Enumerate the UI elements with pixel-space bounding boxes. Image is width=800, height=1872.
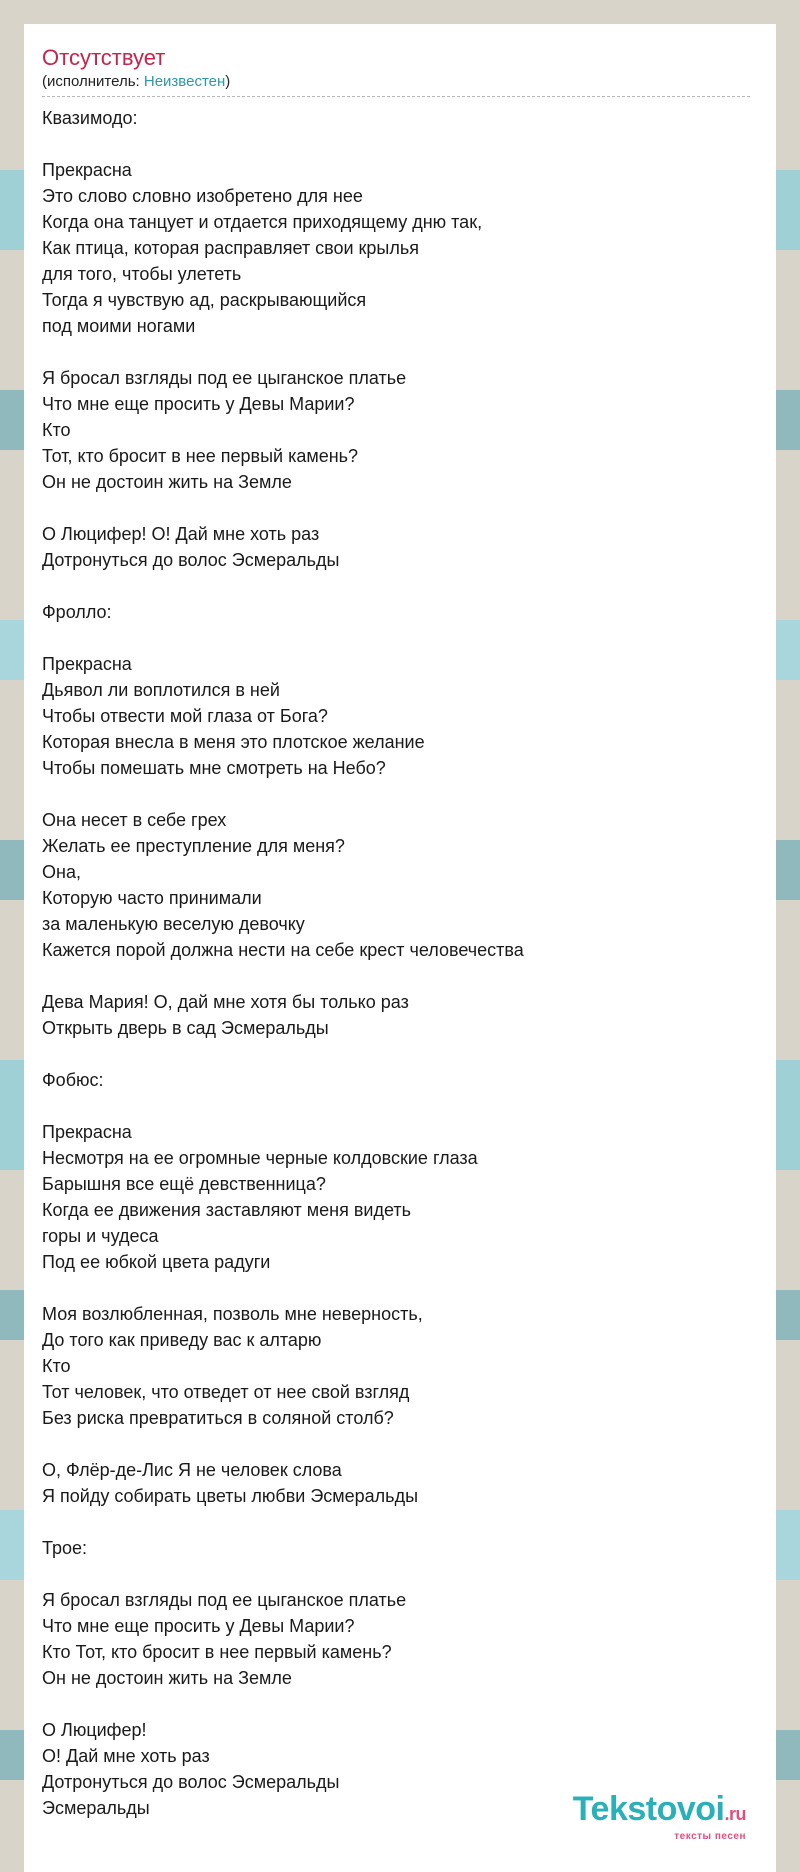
site-logo[interactable] <box>573 1792 746 1842</box>
lyric-line <box>42 1041 758 1067</box>
lyric-line: Что мне еще просить у Девы Марии? <box>42 1616 355 1636</box>
lyric-line: Она, <box>42 862 81 882</box>
lyric-line: для того, чтобы улететь <box>42 264 242 284</box>
lyric-line: Она несет в себе грех <box>42 810 227 830</box>
lyric-line: Как птица, которая расправляет свои крылья <box>42 238 419 258</box>
lyric-line: Дева Мария! О, дай мне хотя бы только раз <box>42 992 409 1012</box>
lyric-line: под моими ногами <box>42 316 196 336</box>
logo-tagline: тексты песен <box>674 1831 746 1842</box>
lyric-line: Несмотря на ее огромные черные колдовские глаза <box>42 1148 478 1168</box>
lyric-line: Желать ее преступление для меня? <box>42 836 345 856</box>
lyric-line: Тот, кто бросит в нее первый камень? <box>42 446 359 466</box>
logo-wordmark <box>573 1792 746 1831</box>
lyric-line <box>42 1093 758 1119</box>
lyric-line: горы и чудеса <box>42 1226 159 1246</box>
lyric-line: Прекрасна <box>42 160 132 180</box>
lyric-line: Я пойду собирать цветы любви Эсмеральды <box>42 1486 419 1506</box>
lyric-line: Когда ее движения заставляют меня видеть <box>42 1200 411 1220</box>
lyric-line: Которую часто принимали <box>42 888 262 908</box>
lyric-line: Что мне еще просить у Девы Марии? <box>42 394 355 414</box>
lyric-line: Кто <box>42 1356 71 1376</box>
lyric-line: До того как приведу вас к алтарю <box>42 1330 322 1350</box>
lyric-line: Прекрасна <box>42 1122 132 1142</box>
lyric-line: Кто <box>42 420 71 440</box>
lyric-line <box>42 573 758 599</box>
lyric-line: Я бросал взгляды под ее цыганское платье <box>42 1590 407 1610</box>
lyric-line: Открыть дверь в сад Эсмеральды <box>42 1018 329 1038</box>
lyric-line <box>42 1275 758 1301</box>
lyric-line: Эсмеральды <box>42 1798 150 1818</box>
logo-domain: .ru <box>724 1804 746 1824</box>
lyric-line: Под ее юбкой цвета радуги <box>42 1252 271 1272</box>
lyric-line: Тот человек, что отведет от нее свой взгляд <box>42 1382 410 1402</box>
lyric-line: Фобюс: <box>42 1070 104 1090</box>
lyric-line: Дотронуться до волос Эсмеральды <box>42 1772 340 1792</box>
lyric-line <box>42 1691 758 1717</box>
lyric-line: Он не достоин жить на Земле <box>42 1668 292 1688</box>
lyric-line: О Люцифер! <box>42 1720 147 1740</box>
lyric-line: Когда она танцует и отдается приходящему дню так, <box>42 212 483 232</box>
lyric-line: Дьявол ли воплотился в ней <box>42 680 280 700</box>
lyric-line: Чтобы отвести мой глаза от Бога? <box>42 706 328 726</box>
lyric-line <box>42 1431 758 1457</box>
artist-prefix: (исполнитель: <box>42 73 144 90</box>
artist-line <box>42 72 750 97</box>
lyric-line: Чтобы помешать мне смотреть на Небо? <box>42 758 386 778</box>
lyric-line: Барышня все ещё девственница? <box>42 1174 326 1194</box>
lyric-line: О! Дай мне хоть раз <box>42 1746 210 1766</box>
lyric-line <box>42 339 758 365</box>
song-title: Отсутствует <box>42 45 166 70</box>
lyric-line: Которая внесла в меня это плотское желание <box>42 732 425 752</box>
lyric-line <box>42 131 758 157</box>
lyric-line: Кто Тот, кто бросит в нее первый камень? <box>42 1642 392 1662</box>
lyric-line <box>42 781 758 807</box>
lyric-line: Моя возлюбленная, позволь мне неверность, <box>42 1304 423 1324</box>
lyric-line: за маленькую веселую девочку <box>42 914 305 934</box>
lyric-line <box>42 1509 758 1535</box>
lyric-line <box>42 495 758 521</box>
lyric-line: Я бросал взгляды под ее цыганское платье <box>42 368 407 388</box>
lyric-line: Это слово словно изобретено для нее <box>42 186 363 206</box>
lyric-line: О, Флёр-де-Лис Я не человек слова <box>42 1460 342 1480</box>
logo-name: Tekstovoi <box>572 1790 725 1828</box>
lyrics-text <box>42 105 758 1821</box>
lyric-line: Трое: <box>42 1538 88 1558</box>
lyric-line: Он не достоин жить на Земле <box>42 472 292 492</box>
lyric-line <box>42 1561 758 1587</box>
lyric-line: Квазимодо: <box>42 108 138 128</box>
lyric-line: Кажется порой должна нести на себе крест человечества <box>42 940 524 960</box>
lyric-line: Фролло: <box>42 602 112 622</box>
lyric-line <box>42 963 758 989</box>
artist-link[interactable]: Неизвестен <box>143 73 226 90</box>
lyric-line <box>42 625 758 651</box>
lyric-line: Тогда я чувствую ад, раскрывающийся <box>42 290 367 310</box>
lyric-line: Без риска превратиться в соляной столб? <box>42 1408 394 1428</box>
lyric-line: Дотронуться до волос Эсмеральды <box>42 550 340 570</box>
lyric-line: Прекрасна <box>42 654 132 674</box>
artist-suffix: ) <box>225 73 231 90</box>
lyrics-panel <box>24 24 776 1872</box>
lyric-line: О Люцифер! О! Дай мне хоть раз <box>42 524 320 544</box>
